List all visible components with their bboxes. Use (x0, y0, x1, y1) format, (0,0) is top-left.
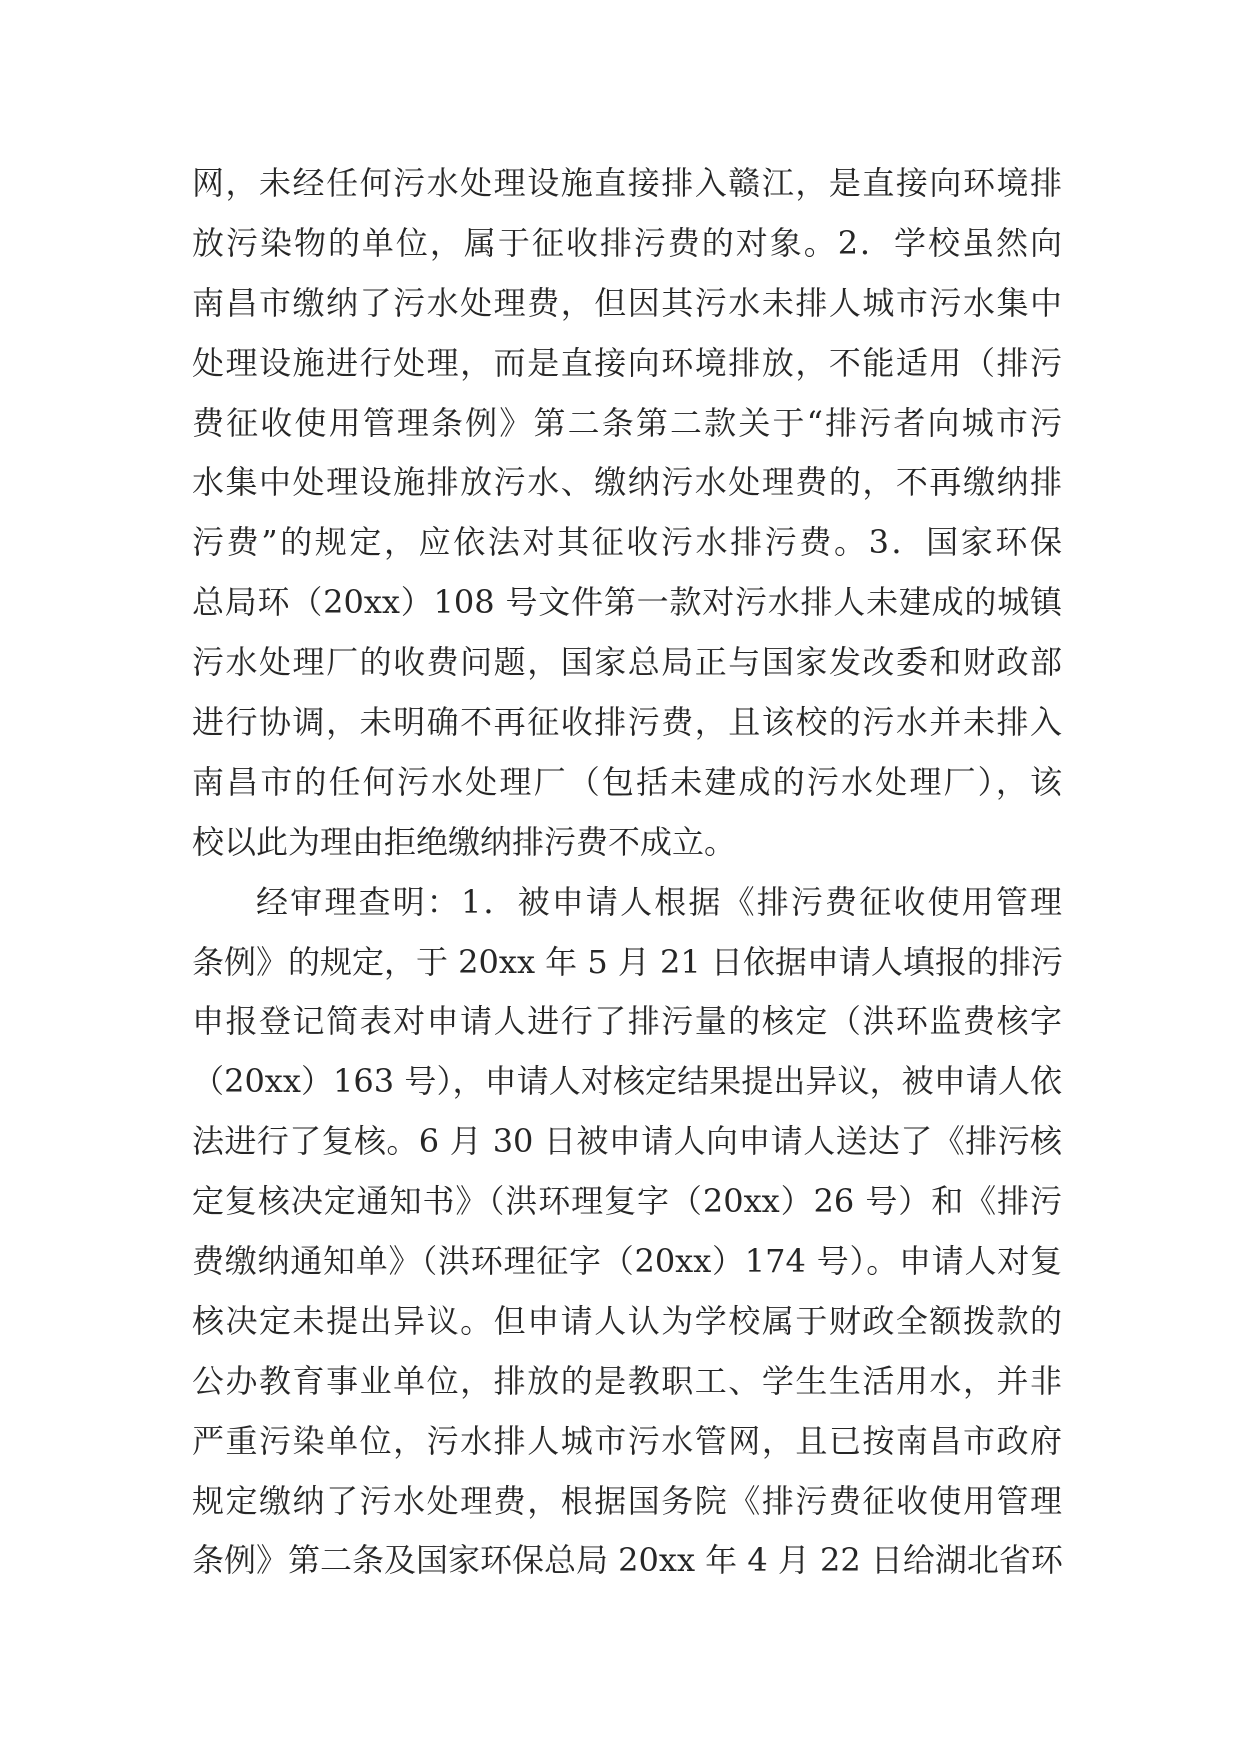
text-line: 放污染物的单位，属于征收排污费的对象。2．学校虽然向 (192, 223, 1062, 262)
paragraph-end-line: 校以此为理由拒绝缴纳排污费不成立。 (192, 822, 737, 861)
text-line: 费缴纳通知单》（洪环理征字（20xx）174 号）。申请人对复 (192, 1242, 1062, 1281)
paragraph-start-line: 经审理查明：1．被申请人根据《排污费征收使用管理 (256, 882, 1062, 921)
text-line: 公办教育事业单位，排放的是教职工、学生生活用水，并非 (192, 1361, 1062, 1400)
text-line: 网，未经任何污水处理设施直接排入赣江，是直接向环境排 (192, 164, 1062, 202)
text-line: 南昌市的任何污水处理厂（包括未建成的污水处理厂），该 (192, 762, 1062, 801)
text-line: 定复核决定通知书》（洪环理复字（20xx）26 号）和《排污 (192, 1182, 1062, 1221)
text-line: 法进行了复核。6 月 30 日被申请人向申请人送达了《排污核 (192, 1122, 1062, 1161)
text-line: 处理设施进行处理，而是直接向环境排放，不能适用（排污 (192, 343, 1062, 382)
text-line: 申报登记简表对申请人进行了排污量的核定（洪环监费核字 (192, 1002, 1062, 1041)
text-line: 污费”的规定，应依法对其征收污水排污费。3．国家环保 (192, 523, 1062, 562)
text-line: 条例》第二条及国家环保总局 20xx 年 4 月 22 日给湖北省环 (192, 1541, 1063, 1580)
text-line: 进行协调，未明确不再征收排污费，且该校的污水并未排入 (192, 703, 1062, 742)
text-line: 南昌市缴纳了污水处理费，但因其污水未排人城市污水集中 (192, 283, 1062, 322)
text-line: 费征收使用管理条例》第二条第二款关于“排污者向城市污 (192, 403, 1062, 442)
text-line: 总局环（20xx）108 号文件第一款对污水排人未建成的城镇 (192, 583, 1062, 622)
text-line: 污水处理厂的收费问题，国家总局正与国家发改委和财政部 (192, 643, 1062, 682)
text-line: （20xx）163 号），申请人对核定结果提出异议，被申请人依 (192, 1062, 1062, 1101)
text-line: 水集中处理设施排放污水、缴纳污水处理费的，不再缴纳排 (192, 463, 1062, 502)
text-line: 严重污染单位，污水排人城市污水管网，且已按南昌市政府 (192, 1421, 1062, 1460)
text-line: 规定缴纳了污水处理费，根据国务院《排污费征收使用管理 (192, 1481, 1062, 1520)
text-line: 核决定未提出异议。但申请人认为学校属于财政全额拨款的 (192, 1301, 1062, 1340)
text-line: 条例》的规定，于 20xx 年 5 月 21 日依据申请人填报的排污 (192, 942, 1063, 981)
body-text (192, 154, 1062, 1591)
